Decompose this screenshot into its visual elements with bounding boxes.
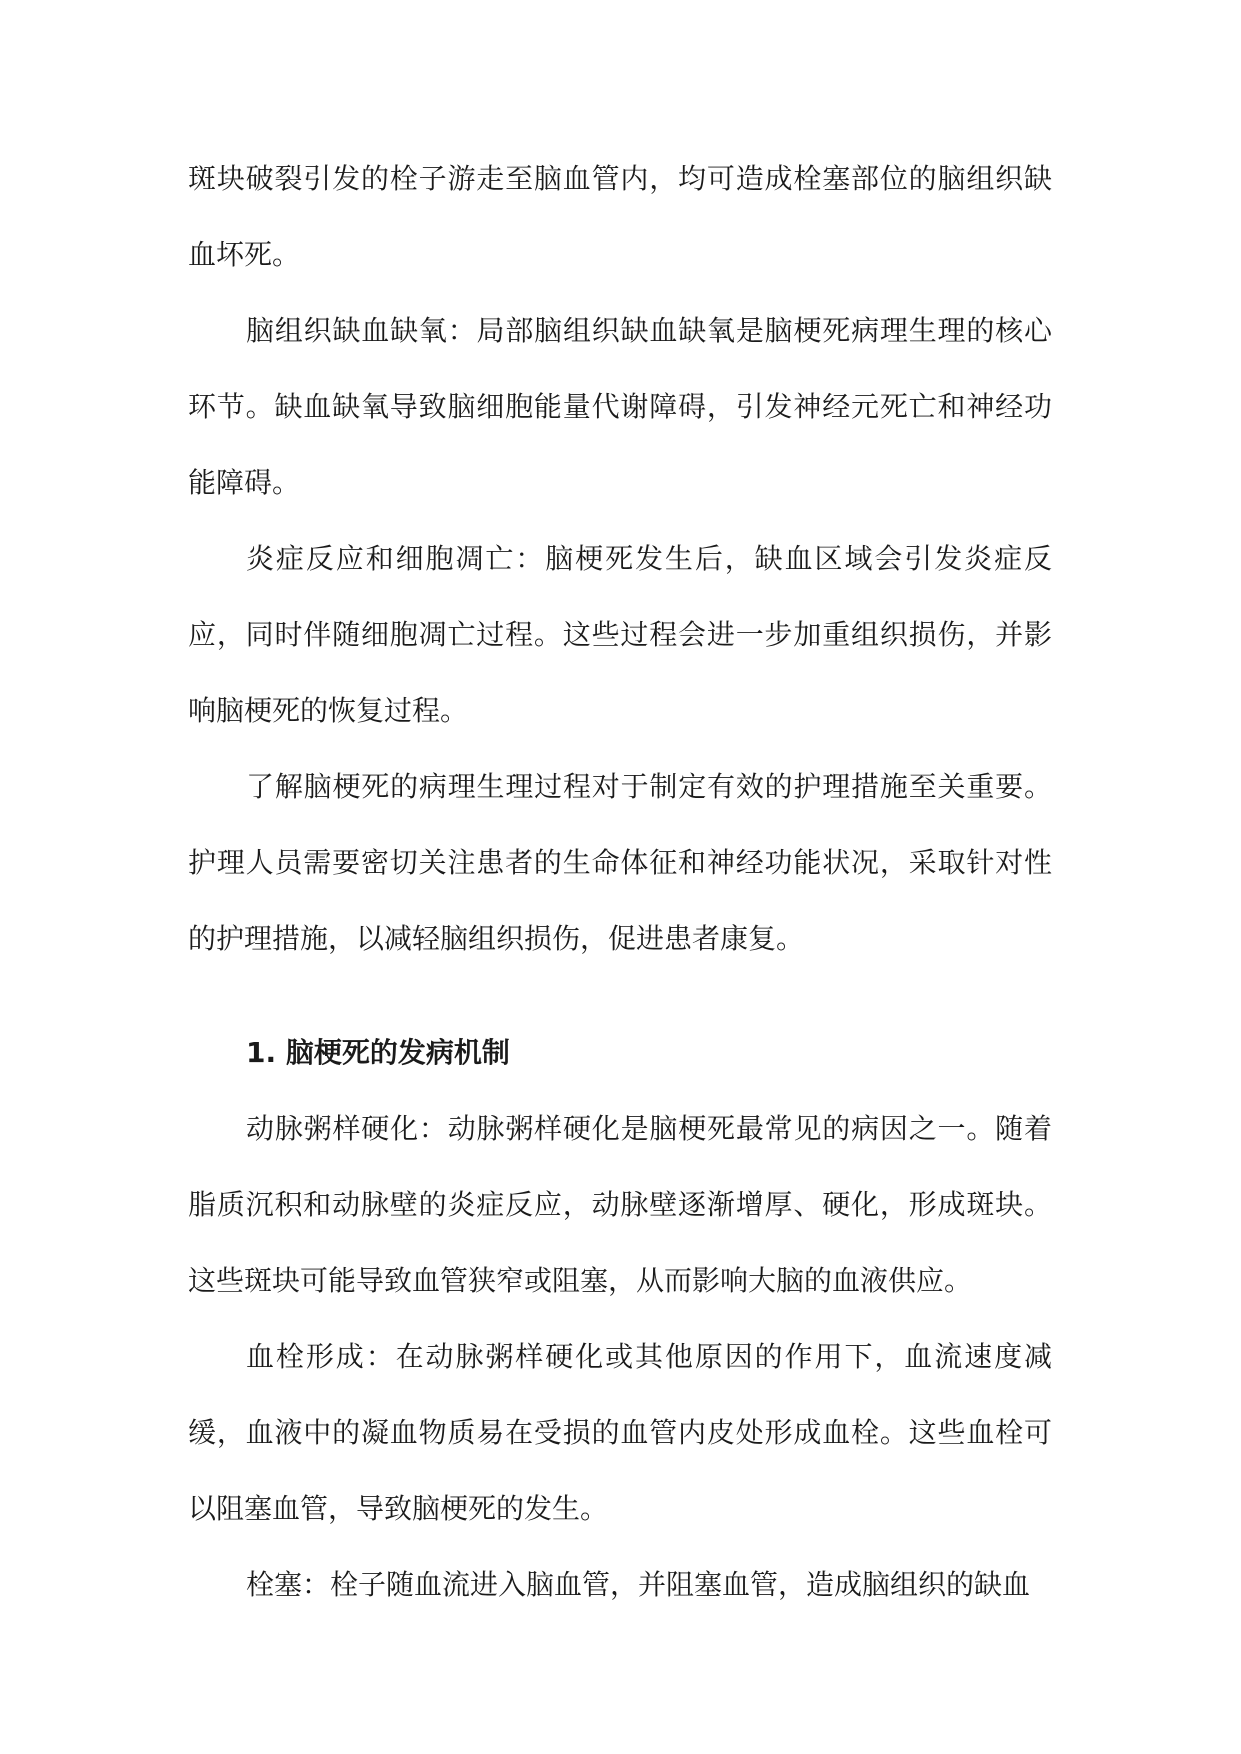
paragraph-inflammation-apoptosis: 炎症反应和细胞凋亡：脑梗死发生后，缺血区域会引发炎症反应，同时伴随细胞凋亡过程。这些过程会进一步加重组织损伤，并影响脑梗死的恢复过程。 — [188, 542, 1052, 727]
paragraph-embolism: 栓塞：栓子随血流进入脑血管，并阻塞血管，造成脑组织的缺血 — [246, 1568, 1031, 1601]
paragraph-continuation: 斑块破裂引发的栓子游走至脑血管内，均可造成栓塞部位的脑组织缺血坏死。 — [188, 162, 1052, 271]
paragraph-thrombosis: 血栓形成：在动脉粥样硬化或其他原因的作用下，血流速度减缓，血液中的凝血物质易在受损的血管内皮处形成血栓。这些血栓可以阻塞血管，导致脑梗死的发生。 — [188, 1340, 1052, 1525]
paragraph-atherosclerosis: 动脉粥样硬化：动脉粥样硬化是脑梗死最常见的病因之一。随着脂质沉积和动脉壁的炎症反应，动脉壁逐渐增厚、硬化，形成斑块。这些斑块可能导致血管狭窄或阻塞，从而影响大脑的血液供应。 — [188, 1112, 1052, 1297]
paragraph-nursing-importance: 了解脑梗死的病理生理过程对于制定有效的护理措施至关重要。护理人员需要密切关注患者的生命体征和神经功能状况，采取针对性的护理措施，以减轻脑组织损伤，促进患者康复。 — [188, 770, 1052, 955]
paragraph-ischemia-hypoxia: 脑组织缺血缺氧：局部脑组织缺血缺氧是脑梗死病理生理的核心环节。缺血缺氧导致脑细胞能量代谢障碍，引发神经元死亡和神经功能障碍。 — [188, 314, 1052, 499]
document-body — [188, 141, 1052, 1623]
section-heading: 1. 脑梗死的发病机制 — [246, 1036, 510, 1069]
